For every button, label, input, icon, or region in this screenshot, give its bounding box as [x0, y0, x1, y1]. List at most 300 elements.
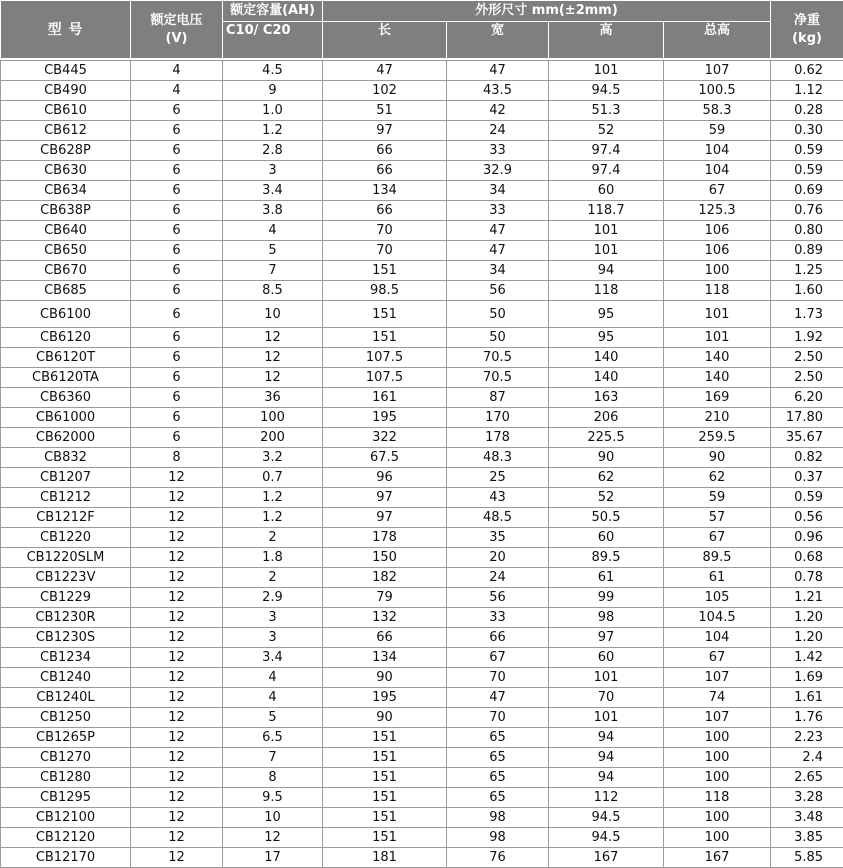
cell-height: 101 — [549, 668, 664, 688]
cell-height: 97 — [549, 628, 664, 648]
table-row — [1, 468, 843, 488]
cell-capacity: 17 — [223, 848, 323, 868]
cell-height: 52 — [549, 488, 664, 508]
cell-height: 140 — [549, 368, 664, 388]
cell-total-height: 100 — [664, 828, 771, 848]
cell-height: 225.5 — [549, 428, 664, 448]
cell-model: CB1295 — [1, 788, 131, 808]
table-row — [1, 848, 843, 868]
cell-capacity: 7 — [223, 261, 323, 281]
cell-capacity: 3 — [223, 608, 323, 628]
cell-weight: 1.21 — [771, 588, 843, 608]
cell-height: 112 — [549, 788, 664, 808]
cell-length: 66 — [323, 201, 447, 221]
cell-total-height: 100 — [664, 261, 771, 281]
cell-length: 151 — [323, 828, 447, 848]
cell-total-height: 104 — [664, 161, 771, 181]
cell-model: CB1212 — [1, 488, 131, 508]
cell-weight: 0.59 — [771, 161, 843, 181]
cell-length: 66 — [323, 141, 447, 161]
cell-weight: 1.20 — [771, 608, 843, 628]
cell-length: 90 — [323, 668, 447, 688]
cell-voltage: 12 — [131, 768, 223, 788]
cell-height: 97.4 — [549, 141, 664, 161]
cell-height: 167 — [549, 848, 664, 868]
cell-length: 97 — [323, 488, 447, 508]
cell-model: CB1250 — [1, 708, 131, 728]
cell-height: 70 — [549, 688, 664, 708]
cell-capacity: 1.2 — [223, 121, 323, 141]
cell-length: 151 — [323, 328, 447, 348]
cell-model: CB1212F — [1, 508, 131, 528]
cell-width: 65 — [447, 748, 549, 768]
cell-capacity: 2 — [223, 528, 323, 548]
cell-height: 52 — [549, 121, 664, 141]
cell-weight: 3.85 — [771, 828, 843, 848]
table-row — [1, 488, 843, 508]
cell-voltage: 12 — [131, 548, 223, 568]
table-row — [1, 221, 843, 241]
cell-voltage: 12 — [131, 648, 223, 668]
cell-width: 42 — [447, 101, 549, 121]
cell-weight: 1.20 — [771, 628, 843, 648]
cell-weight: 0.69 — [771, 181, 843, 201]
cell-capacity: 8 — [223, 768, 323, 788]
cell-height: 94.5 — [549, 808, 664, 828]
table-row — [1, 568, 843, 588]
header-capacity: 额定容量(AH) — [223, 1, 323, 22]
cell-weight: 2.50 — [771, 348, 843, 368]
cell-length: 151 — [323, 808, 447, 828]
cell-voltage: 12 — [131, 828, 223, 848]
cell-width: 50 — [447, 328, 549, 348]
cell-model: CB610 — [1, 101, 131, 121]
table-row — [1, 348, 843, 368]
cell-height: 118.7 — [549, 201, 664, 221]
cell-model: CB1220SLM — [1, 548, 131, 568]
cell-capacity: 9.5 — [223, 788, 323, 808]
cell-width: 65 — [447, 728, 549, 748]
table-row — [1, 328, 843, 348]
cell-width: 70.5 — [447, 348, 549, 368]
cell-height: 99 — [549, 588, 664, 608]
table-row — [1, 408, 843, 428]
header-total-height: 总高 — [664, 22, 771, 59]
table-row — [1, 201, 843, 221]
cell-model: CB12170 — [1, 848, 131, 868]
cell-total-height: 210 — [664, 408, 771, 428]
cell-weight: 2.23 — [771, 728, 843, 748]
cell-length: 150 — [323, 548, 447, 568]
cell-model: CB1220 — [1, 528, 131, 548]
table-row — [1, 281, 843, 301]
cell-total-height: 125.3 — [664, 201, 771, 221]
cell-voltage: 12 — [131, 508, 223, 528]
cell-total-height: 118 — [664, 281, 771, 301]
cell-model: CB1207 — [1, 468, 131, 488]
cell-length: 151 — [323, 768, 447, 788]
cell-weight: 1.60 — [771, 281, 843, 301]
cell-capacity: 10 — [223, 301, 323, 328]
cell-total-height: 67 — [664, 181, 771, 201]
cell-weight: 0.37 — [771, 468, 843, 488]
cell-model: CB6100 — [1, 301, 131, 328]
cell-total-height: 59 — [664, 488, 771, 508]
cell-width: 70 — [447, 668, 549, 688]
cell-total-height: 57 — [664, 508, 771, 528]
table-row — [1, 708, 843, 728]
cell-model: CB445 — [1, 61, 131, 81]
cell-weight: 3.48 — [771, 808, 843, 828]
table-row — [1, 301, 843, 328]
cell-capacity: 0.7 — [223, 468, 323, 488]
table-row — [1, 121, 843, 141]
table-row — [1, 61, 843, 81]
cell-total-height: 100 — [664, 748, 771, 768]
cell-length: 70 — [323, 221, 447, 241]
cell-voltage: 12 — [131, 568, 223, 588]
header-weight-label: 净重 — [794, 12, 821, 28]
cell-voltage: 6 — [131, 388, 223, 408]
cell-capacity: 1.2 — [223, 508, 323, 528]
cell-capacity: 9 — [223, 81, 323, 101]
cell-capacity: 8.5 — [223, 281, 323, 301]
cell-voltage: 6 — [131, 281, 223, 301]
cell-capacity: 200 — [223, 428, 323, 448]
table-row — [1, 388, 843, 408]
table-row — [1, 548, 843, 568]
table-row — [1, 668, 843, 688]
cell-length: 151 — [323, 301, 447, 328]
table-row — [1, 261, 843, 281]
cell-length: 151 — [323, 261, 447, 281]
cell-model: CB628P — [1, 141, 131, 161]
cell-voltage: 6 — [131, 121, 223, 141]
table-row — [1, 368, 843, 388]
cell-weight: 3.28 — [771, 788, 843, 808]
cell-total-height: 169 — [664, 388, 771, 408]
cell-weight: 0.89 — [771, 241, 843, 261]
table-row — [1, 748, 843, 768]
cell-width: 76 — [447, 848, 549, 868]
cell-voltage: 12 — [131, 608, 223, 628]
cell-model: CB832 — [1, 448, 131, 468]
cell-weight: 0.62 — [771, 61, 843, 81]
cell-total-height: 100 — [664, 768, 771, 788]
cell-height: 163 — [549, 388, 664, 408]
cell-height: 94 — [549, 261, 664, 281]
cell-width: 47 — [447, 688, 549, 708]
cell-length: 97 — [323, 508, 447, 528]
table-row — [1, 608, 843, 628]
cell-height: 95 — [549, 301, 664, 328]
cell-total-height: 67 — [664, 648, 771, 668]
cell-weight: 35.67 — [771, 428, 843, 448]
cell-weight: 0.76 — [771, 201, 843, 221]
cell-height: 95 — [549, 328, 664, 348]
cell-model: CB12120 — [1, 828, 131, 848]
cell-total-height: 106 — [664, 221, 771, 241]
cell-weight: 0.82 — [771, 448, 843, 468]
cell-width: 33 — [447, 201, 549, 221]
cell-width: 24 — [447, 121, 549, 141]
cell-capacity: 4 — [223, 668, 323, 688]
cell-total-height: 59 — [664, 121, 771, 141]
cell-length: 47 — [323, 61, 447, 81]
cell-voltage: 4 — [131, 81, 223, 101]
cell-width: 24 — [447, 568, 549, 588]
table-row — [1, 808, 843, 828]
header-dimensions: 外形尺寸 mm(±2mm) — [323, 1, 771, 22]
cell-model: CB638P — [1, 201, 131, 221]
table-row — [1, 628, 843, 648]
cell-width: 25 — [447, 468, 549, 488]
cell-width: 43 — [447, 488, 549, 508]
cell-height: 50.5 — [549, 508, 664, 528]
cell-total-height: 62 — [664, 468, 771, 488]
cell-model: CB1230S — [1, 628, 131, 648]
cell-voltage: 6 — [131, 348, 223, 368]
cell-model: CB1265P — [1, 728, 131, 748]
cell-model: CB650 — [1, 241, 131, 261]
cell-length: 195 — [323, 688, 447, 708]
cell-height: 94 — [549, 768, 664, 788]
cell-total-height: 107 — [664, 668, 771, 688]
cell-total-height: 101 — [664, 328, 771, 348]
table-row — [1, 768, 843, 788]
cell-width: 170 — [447, 408, 549, 428]
cell-width: 34 — [447, 181, 549, 201]
cell-voltage: 12 — [131, 628, 223, 648]
cell-voltage: 12 — [131, 728, 223, 748]
cell-weight: 2.50 — [771, 368, 843, 388]
cell-length: 134 — [323, 648, 447, 668]
cell-total-height: 107 — [664, 708, 771, 728]
cell-voltage: 4 — [131, 61, 223, 81]
cell-width: 56 — [447, 588, 549, 608]
cell-model: CB1234 — [1, 648, 131, 668]
cell-height: 94.5 — [549, 828, 664, 848]
cell-total-height: 100 — [664, 808, 771, 828]
cell-voltage: 6 — [131, 161, 223, 181]
cell-capacity: 5 — [223, 708, 323, 728]
cell-weight: 0.78 — [771, 568, 843, 588]
cell-length: 107.5 — [323, 348, 447, 368]
table-row — [1, 688, 843, 708]
cell-model: CB6120TA — [1, 368, 131, 388]
cell-capacity: 3 — [223, 628, 323, 648]
cell-total-height: 140 — [664, 368, 771, 388]
cell-weight: 1.76 — [771, 708, 843, 728]
cell-length: 98.5 — [323, 281, 447, 301]
cell-model: CB670 — [1, 261, 131, 281]
cell-capacity: 100 — [223, 408, 323, 428]
cell-width: 50 — [447, 301, 549, 328]
cell-height: 98 — [549, 608, 664, 628]
cell-height: 118 — [549, 281, 664, 301]
cell-width: 33 — [447, 141, 549, 161]
table-row — [1, 181, 843, 201]
cell-capacity: 2.9 — [223, 588, 323, 608]
cell-voltage: 6 — [131, 428, 223, 448]
cell-height: 97.4 — [549, 161, 664, 181]
cell-capacity: 4 — [223, 221, 323, 241]
cell-total-height: 100 — [664, 728, 771, 748]
cell-total-height: 74 — [664, 688, 771, 708]
cell-capacity: 1.2 — [223, 488, 323, 508]
cell-height: 101 — [549, 241, 664, 261]
cell-length: 79 — [323, 588, 447, 608]
cell-weight: 2.4 — [771, 748, 843, 768]
cell-capacity: 1.0 — [223, 101, 323, 121]
cell-height: 94 — [549, 728, 664, 748]
cell-width: 48.5 — [447, 508, 549, 528]
cell-width: 32.9 — [447, 161, 549, 181]
cell-weight: 0.30 — [771, 121, 843, 141]
table-row — [1, 828, 843, 848]
cell-length: 178 — [323, 528, 447, 548]
cell-width: 70.5 — [447, 368, 549, 388]
cell-length: 182 — [323, 568, 447, 588]
cell-length: 195 — [323, 408, 447, 428]
cell-capacity: 10 — [223, 808, 323, 828]
cell-width: 70 — [447, 708, 549, 728]
cell-total-height: 118 — [664, 788, 771, 808]
header-voltage-unit: (V) — [165, 30, 188, 46]
table-row — [1, 81, 843, 101]
table-row — [1, 428, 843, 448]
cell-width: 178 — [447, 428, 549, 448]
header-model: 型 号 — [1, 1, 131, 59]
cell-capacity: 1.8 — [223, 548, 323, 568]
cell-length: 51 — [323, 101, 447, 121]
cell-voltage: 6 — [131, 221, 223, 241]
cell-height: 60 — [549, 181, 664, 201]
cell-width: 20 — [447, 548, 549, 568]
cell-voltage: 6 — [131, 328, 223, 348]
cell-capacity: 3.4 — [223, 648, 323, 668]
cell-voltage: 6 — [131, 201, 223, 221]
cell-length: 181 — [323, 848, 447, 868]
cell-model: CB6120 — [1, 328, 131, 348]
cell-weight: 1.42 — [771, 648, 843, 668]
cell-total-height: 140 — [664, 348, 771, 368]
cell-total-height: 105 — [664, 588, 771, 608]
header-weight — [771, 1, 843, 59]
cell-width: 47 — [447, 241, 549, 261]
cell-length: 151 — [323, 748, 447, 768]
cell-width: 43.5 — [447, 81, 549, 101]
cell-voltage: 12 — [131, 688, 223, 708]
cell-width: 56 — [447, 281, 549, 301]
cell-length: 90 — [323, 708, 447, 728]
cell-weight: 6.20 — [771, 388, 843, 408]
header-width: 宽 — [447, 22, 549, 59]
cell-voltage: 12 — [131, 848, 223, 868]
cell-length: 151 — [323, 728, 447, 748]
cell-weight: 0.68 — [771, 548, 843, 568]
cell-capacity: 2.8 — [223, 141, 323, 161]
cell-height: 61 — [549, 568, 664, 588]
cell-height: 89.5 — [549, 548, 664, 568]
cell-model: CB685 — [1, 281, 131, 301]
cell-length: 102 — [323, 81, 447, 101]
cell-weight: 0.59 — [771, 488, 843, 508]
cell-model: CB1280 — [1, 768, 131, 788]
cell-model: CB1270 — [1, 748, 131, 768]
cell-height: 101 — [549, 221, 664, 241]
cell-length: 322 — [323, 428, 447, 448]
cell-height: 140 — [549, 348, 664, 368]
cell-width: 67 — [447, 648, 549, 668]
table-row — [1, 161, 843, 181]
cell-voltage: 12 — [131, 488, 223, 508]
cell-weight: 1.61 — [771, 688, 843, 708]
cell-length: 66 — [323, 161, 447, 181]
header-capacity-sub: C10/ C20 — [223, 22, 323, 59]
cell-total-height: 67 — [664, 528, 771, 548]
cell-total-height: 167 — [664, 848, 771, 868]
cell-voltage: 6 — [131, 181, 223, 201]
cell-length: 107.5 — [323, 368, 447, 388]
cell-capacity: 12 — [223, 368, 323, 388]
table-header — [1, 1, 843, 59]
cell-voltage: 8 — [131, 448, 223, 468]
cell-width: 65 — [447, 788, 549, 808]
cell-voltage: 12 — [131, 528, 223, 548]
cell-model: CB62000 — [1, 428, 131, 448]
cell-width: 98 — [447, 808, 549, 828]
cell-weight: 0.28 — [771, 101, 843, 121]
cell-model: CB612 — [1, 121, 131, 141]
cell-weight: 5.85 — [771, 848, 843, 868]
cell-capacity: 4.5 — [223, 61, 323, 81]
cell-length: 134 — [323, 181, 447, 201]
cell-capacity: 12 — [223, 328, 323, 348]
cell-height: 60 — [549, 528, 664, 548]
cell-width: 47 — [447, 61, 549, 81]
cell-capacity: 3.8 — [223, 201, 323, 221]
cell-width: 65 — [447, 768, 549, 788]
cell-length: 66 — [323, 628, 447, 648]
cell-width: 87 — [447, 388, 549, 408]
table-row — [1, 588, 843, 608]
cell-total-height: 106 — [664, 241, 771, 261]
cell-capacity: 3.2 — [223, 448, 323, 468]
table-row — [1, 648, 843, 668]
table-row — [1, 101, 843, 121]
cell-height: 101 — [549, 708, 664, 728]
cell-weight: 1.69 — [771, 668, 843, 688]
cell-capacity: 4 — [223, 688, 323, 708]
cell-capacity: 7 — [223, 748, 323, 768]
cell-voltage: 12 — [131, 468, 223, 488]
cell-weight: 1.25 — [771, 261, 843, 281]
cell-weight: 1.92 — [771, 328, 843, 348]
header-height: 高 — [549, 22, 664, 59]
cell-model: CB630 — [1, 161, 131, 181]
cell-voltage: 12 — [131, 808, 223, 828]
cell-model: CB61000 — [1, 408, 131, 428]
cell-capacity: 6.5 — [223, 728, 323, 748]
cell-total-height: 104 — [664, 628, 771, 648]
cell-weight: 0.59 — [771, 141, 843, 161]
cell-capacity: 12 — [223, 348, 323, 368]
cell-total-height: 89.5 — [664, 548, 771, 568]
cell-height: 94.5 — [549, 81, 664, 101]
header-length: 长 — [323, 22, 447, 59]
cell-width: 98 — [447, 828, 549, 848]
